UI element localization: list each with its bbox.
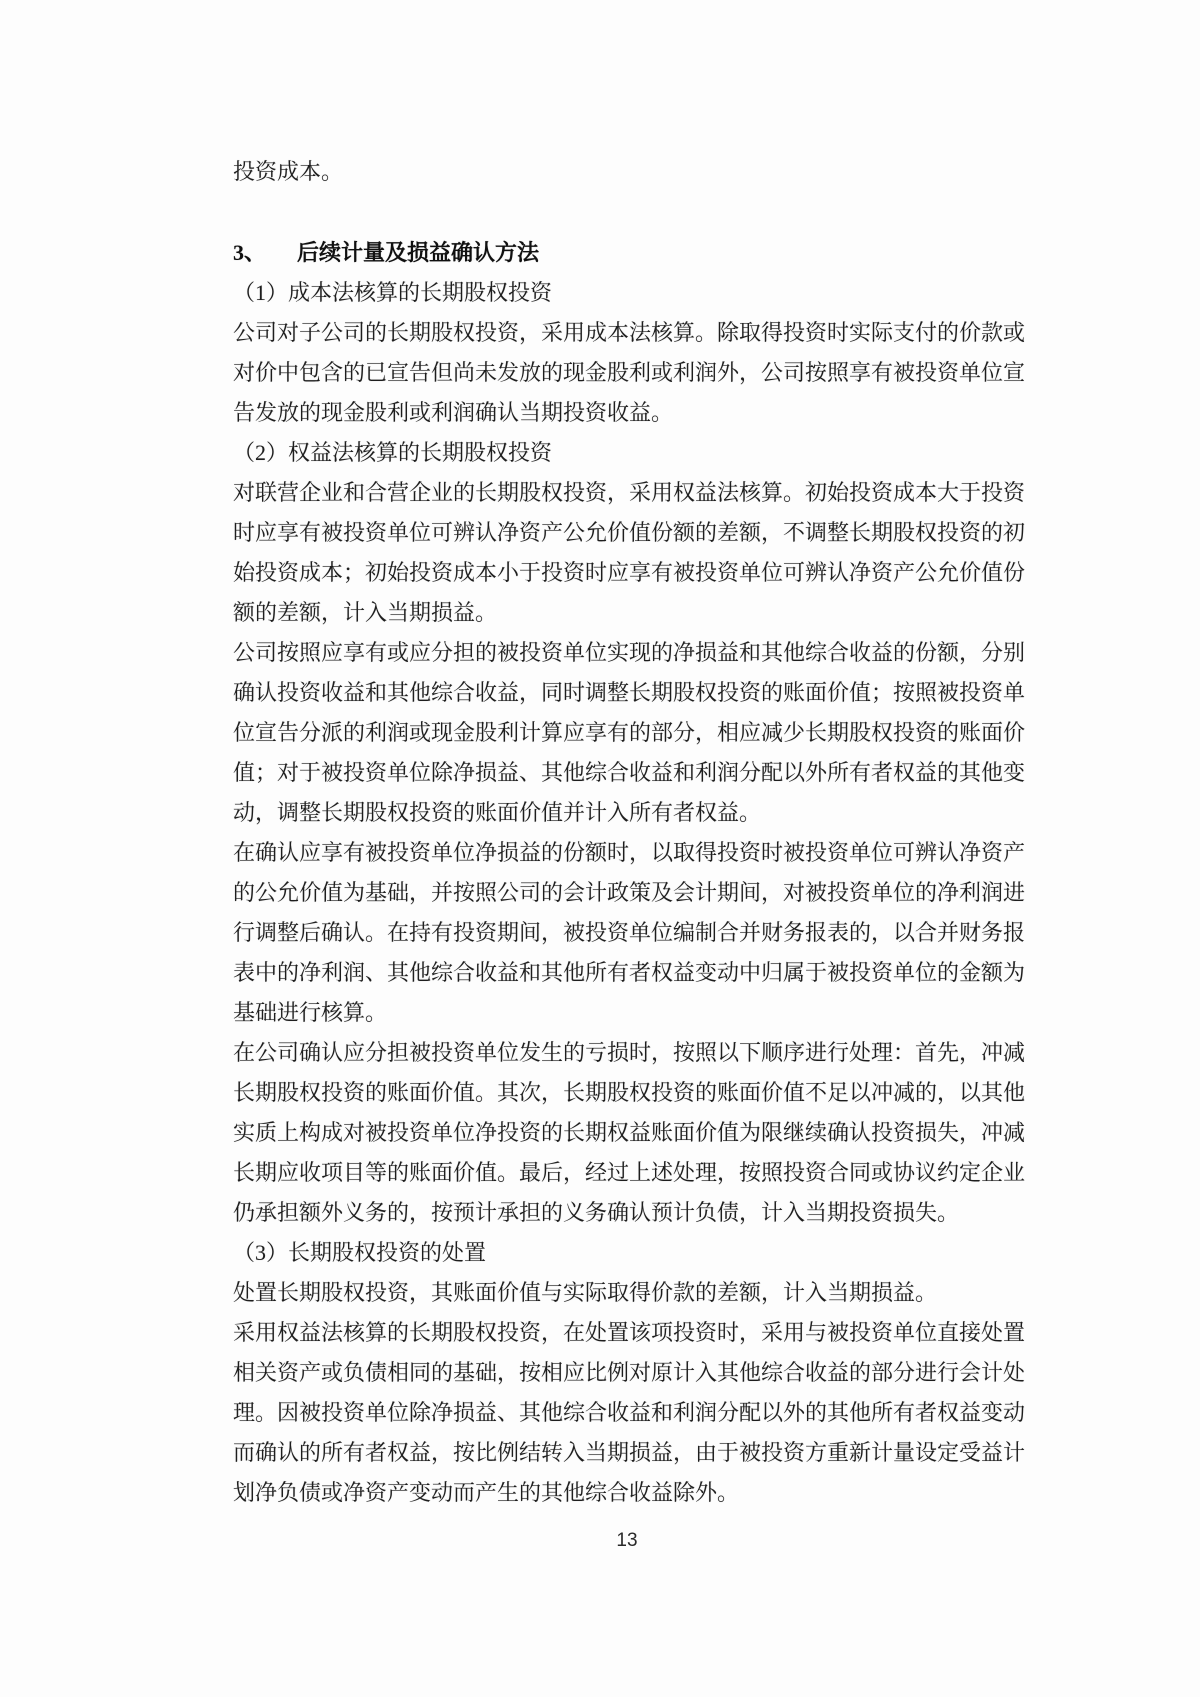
document-body bbox=[233, 152, 1026, 1513]
paragraph bbox=[233, 633, 1026, 833]
text-line: 实质上构成对被投资单位净投资的长期权益账面价值为限继续确认投资损失，冲减 bbox=[233, 1120, 1026, 1145]
text-line: 采用权益法核算的长期股权投资，在处置该项投资时，采用与被投资单位直接处置 bbox=[233, 1320, 1026, 1345]
text-line: 对价中包含的已宣告但尚未发放的现金股利或利润外，公司按照享有被投资单位宣 bbox=[233, 360, 1026, 385]
text-line: 值；对于被投资单位除净损益、其他综合收益和利润分配以外所有者权益的其他变 bbox=[233, 760, 1026, 785]
text-line: 长期股权投资的账面价值。其次，长期股权投资的账面价值不足以冲减的，以其他 bbox=[233, 1080, 1026, 1105]
paragraph bbox=[233, 313, 1026, 433]
text-line: 行调整后确认。在持有投资期间，被投资单位编制合并财务报表的，以合并财务报 bbox=[233, 920, 1026, 945]
section-title: 后续计量及损益确认方法 bbox=[297, 240, 540, 265]
text-line: 而确认的所有者权益，按比例结转入当期损益，由于被投资方重新计量设定受益计 bbox=[233, 1440, 1026, 1465]
text-line: 仍承担额外义务的，按预计承担的义务确认预计负债，计入当期投资损失。 bbox=[233, 1200, 960, 1225]
text-line: （1）成本法核算的长期股权投资 bbox=[233, 280, 553, 305]
text-line: 始投资成本；初始投资成本小于投资时应享有被投资单位可辨认净资产公允价值份 bbox=[233, 560, 1026, 585]
text-line: 在公司确认应分担被投资单位发生的亏损时，按照以下顺序进行处理：首先，冲减 bbox=[233, 1040, 1026, 1065]
paragraph-gap bbox=[233, 192, 1023, 233]
paragraph bbox=[233, 473, 1026, 633]
text-line: 时应享有被投资单位可辨认净资产公允价值份额的差额，不调整长期股权投资的初 bbox=[233, 520, 1026, 545]
text-line: 位宣告分派的利润或现金股利计算应享有的部分，相应减少长期股权投资的账面价 bbox=[233, 720, 1026, 745]
section-heading bbox=[233, 233, 1023, 273]
text-line: 相关资产或负债相同的基础，按相应比例对原计入其他综合收益的部分进行会计处 bbox=[233, 1360, 1026, 1385]
text-line: 处置长期股权投资，其账面价值与实际取得价款的差额，计入当期损益。 bbox=[233, 1280, 938, 1305]
text-line: 额的差额，计入当期损益。 bbox=[233, 600, 498, 625]
paragraph bbox=[233, 1273, 1023, 1313]
section-number: 3、 bbox=[233, 240, 267, 265]
text-line: 动，调整长期股权投资的账面价值并计入所有者权益。 bbox=[233, 800, 762, 825]
text-line: 长期应收项目等的账面价值。最后，经过上述处理，按照投资合同或协议约定企业 bbox=[233, 1160, 1026, 1185]
text-line: 公司按照应享有或应分担的被投资单位实现的净损益和其他综合收益的份额，分别 bbox=[233, 640, 1026, 665]
paragraph bbox=[233, 152, 1023, 192]
paragraph bbox=[233, 1033, 1026, 1233]
text-line: 表中的净利润、其他综合收益和其他所有者权益变动中归属于被投资单位的金额为 bbox=[233, 960, 1026, 985]
text-line: 理。因被投资单位除净损益、其他综合收益和利润分配以外的其他所有者权益变动 bbox=[233, 1400, 1026, 1425]
text-line: 投资成本。 bbox=[233, 159, 344, 184]
paragraph bbox=[233, 433, 1023, 473]
text-line: 基础进行核算。 bbox=[233, 1000, 388, 1025]
text-line: 确认投资收益和其他综合收益，同时调整长期股权投资的账面价值；按照被投资单 bbox=[233, 680, 1026, 705]
text-line: （3）长期股权投资的处置 bbox=[233, 1240, 487, 1265]
text-line: 的公允价值为基础，并按照公司的会计政策及会计期间，对被投资单位的净利润进 bbox=[233, 880, 1026, 905]
text-line: 公司对子公司的长期股权投资，采用成本法核算。除取得投资时实际支付的价款或 bbox=[233, 320, 1026, 345]
text-line: （2）权益法核算的长期股权投资 bbox=[233, 440, 553, 465]
text-line: 对联营企业和合营企业的长期股权投资，采用权益法核算。初始投资成本大于投资 bbox=[233, 480, 1026, 505]
text-line: 告发放的现金股利或利润确认当期投资收益。 bbox=[233, 400, 674, 425]
page-number: 13 bbox=[616, 1530, 638, 1551]
paragraph bbox=[233, 273, 1023, 313]
text-line: 在确认应享有被投资单位净损益的份额时，以取得投资时被投资单位可辨认净资产 bbox=[233, 840, 1026, 865]
paragraph bbox=[233, 1233, 1023, 1273]
paragraph bbox=[233, 1313, 1026, 1513]
paragraph bbox=[233, 833, 1026, 1033]
text-line: 划净负债或净资产变动而产生的其他综合收益除外。 bbox=[233, 1480, 740, 1505]
